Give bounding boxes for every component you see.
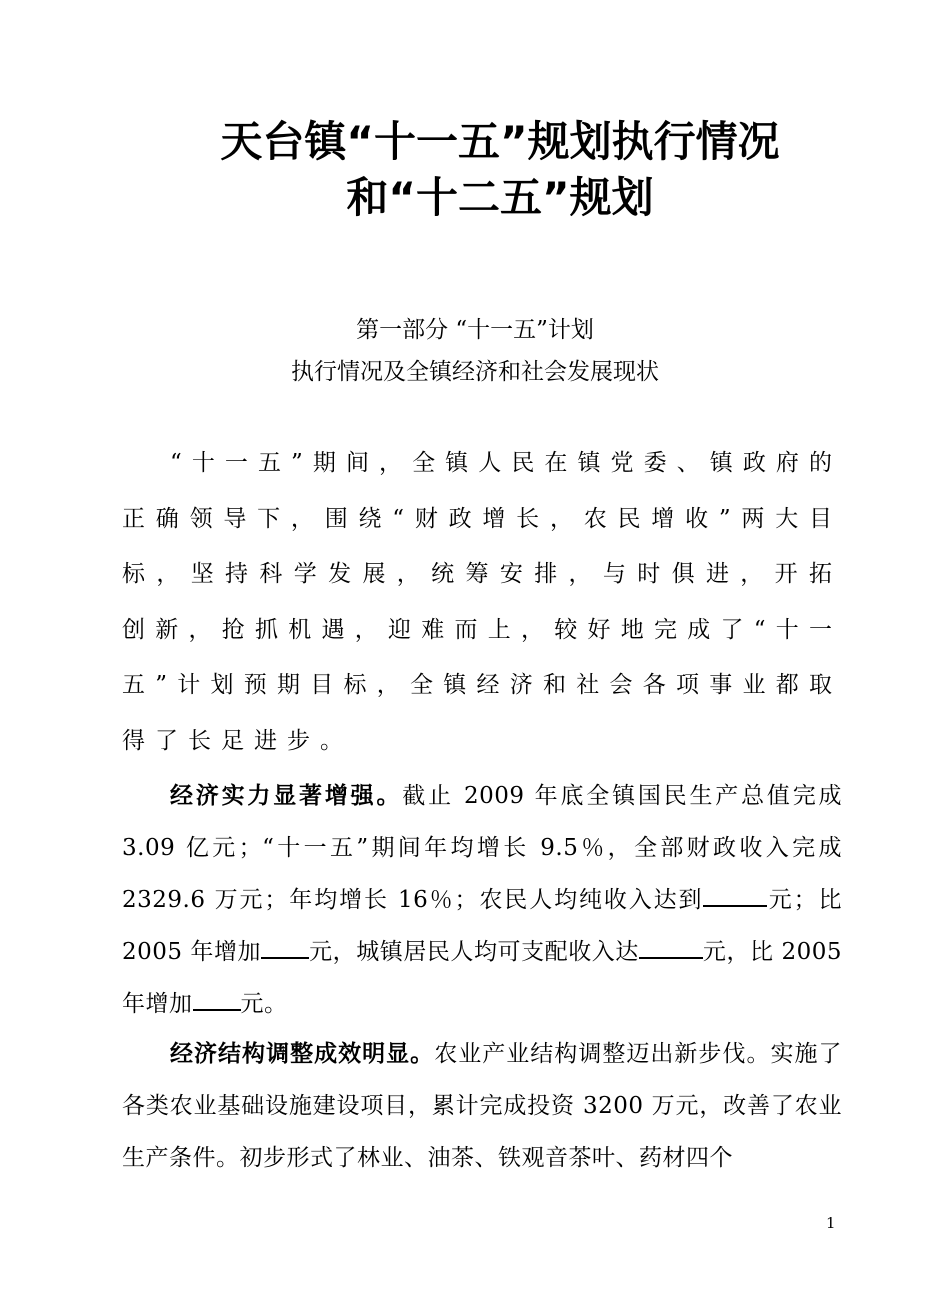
section-heading-line-2: 执行情况及全镇经济和社会发展现状 (291, 359, 659, 385)
paragraph-lead-economic-structure: 经济结构调整成效明显。 (170, 1041, 435, 1067)
paragraph-text: 农业产业结构调整迈出新步伐。实施了各类农业基础设施建设项目，累计完成投资 3200 万元，改善了农业生产条件。初步形式了林业、油茶、铁观音茶叶、药材四个 (122, 1041, 843, 1171)
page-number: 1 (826, 1214, 836, 1232)
intro-paragraph: “十一五”期间，全镇人民在镇党委、镇政府的正确领导下，围绕“财政增长，农民增收”两大目标，坚持科学发展，统筹安排，与时俱进，开拓创新，抢抓机遇，迎难而上，较好地完成了“十一五”计划预期目标，全镇经济和社会各项事业都取得了长足进步。 (122, 450, 842, 754)
fill-in-blank (703, 883, 767, 907)
document-title-line-1: 天台镇“十一五”规划执行情况 (220, 117, 780, 166)
economic-strength-paragraph (122, 770, 842, 1030)
paragraph-text: 元，城镇居民人均可支配收入达 (309, 939, 639, 965)
paragraph-text: 截止 2009 年底全镇国民生产总值完成 3.09 亿元；“十一五”期间年均增长 9.5％，全部财政收入完成 2329.6 万元；年均增长 16％；农民人均纯收入达到 (122, 783, 843, 913)
fill-in-blank (193, 987, 241, 1011)
paragraph-text: 元。 (240, 991, 288, 1017)
fill-in-blank (261, 935, 309, 959)
paragraph-lead-economic-strength: 经济实力显著增强。 (170, 783, 403, 809)
fill-in-blank (639, 935, 703, 959)
section-heading-line-1: 第一部分 “十一五”计划 (356, 317, 594, 343)
paragraph-text: 元；比 2005 年增加 (122, 887, 843, 965)
document-title-line-2: 和“十二五”规划 (346, 173, 654, 222)
economic-structure-paragraph (122, 1028, 842, 1184)
paragraph-text: 元，比 2005 年增加 (122, 939, 842, 1017)
